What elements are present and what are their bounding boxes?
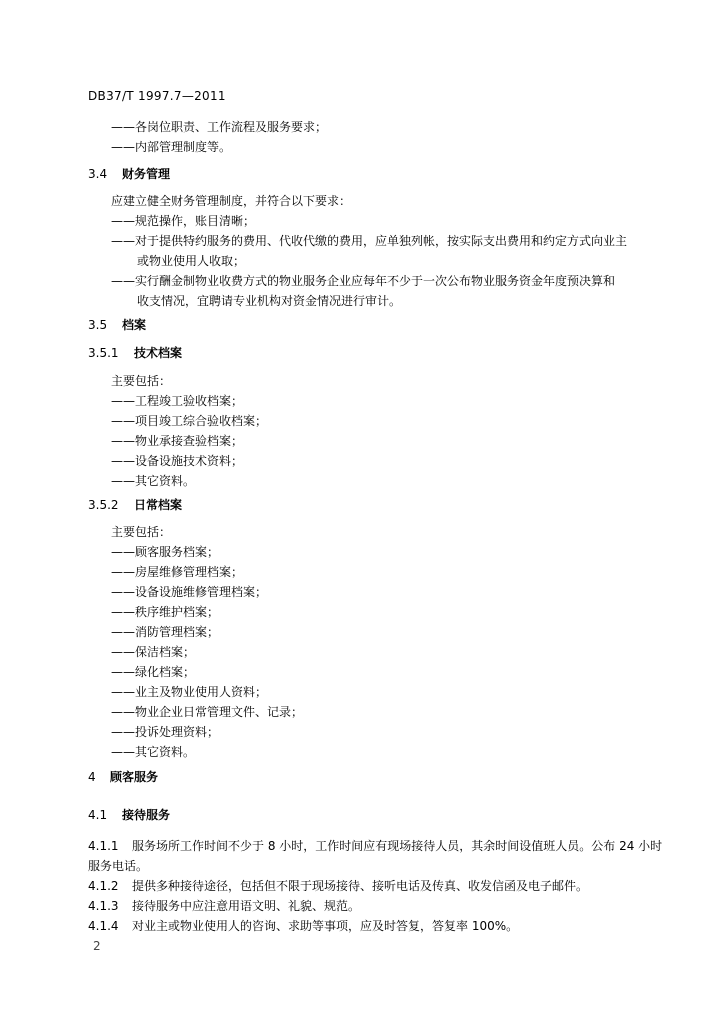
list-item-continuation: 收支情况，宜聘请专业机构对资金情况进行审计。 [137, 294, 402, 308]
section-3-4-body [0, 191, 724, 311]
section-3-5-1-body [0, 371, 724, 491]
list-item: ——保洁档案； [111, 645, 196, 659]
section-4 [0, 767, 724, 787]
list-item: ——实行酬金制物业收费方式的物业服务企业应每年不少于一次公布物业服务资金年度预决算和 [111, 274, 616, 288]
list-item-continuation: 或物业使用人收取； [137, 254, 246, 268]
clause-4-1-3: 4.1.3 接待服务中应注意用语文明、礼貌、规范。 [88, 899, 361, 913]
section-heading: 3.5.1 技术档案 [88, 346, 183, 360]
list-item: ——规范操作，账目清晰； [111, 214, 256, 228]
list-item: ——业主及物业使用人资料； [111, 685, 268, 699]
section-3-5-2 [0, 495, 724, 515]
continued-list [0, 117, 724, 157]
list-item: ——工程竣工验收档案； [111, 394, 244, 408]
list-item: ——房屋维修管理档案； [111, 565, 244, 579]
section-heading: 4 顾客服务 [88, 770, 159, 784]
section-4-1-body [0, 836, 724, 936]
section-4-1 [0, 805, 724, 825]
section-heading: 3.4 财务管理 [88, 167, 171, 181]
section-3-4 [0, 164, 724, 184]
list-item: ——投诉处理资料； [111, 725, 220, 739]
clause-4-1-4: 4.1.4 对业主或物业使用人的咨询、求助等事项，应及时答复，答复率 100%。 [88, 919, 519, 933]
list-item: ——设备设施技术资料； [111, 454, 244, 468]
list-item: ——物业承接查验档案； [111, 434, 244, 448]
list-item: ——消防管理档案； [111, 625, 220, 639]
section-heading: 3.5.2 日常档案 [88, 498, 183, 512]
list-item: ——设备设施维修管理档案； [111, 585, 268, 599]
list-item: ——绿化档案； [111, 665, 196, 679]
standard-code-header: DB37/T 1997.7—2011 [88, 89, 226, 103]
list-item: ——内部管理制度等。 [111, 140, 232, 154]
clause-4-1-1: 4.1.1 服务场所工作时间不少于 8 小时，工作时间应有现场接待人员，其余时间设值班人员。公布 24 小时服务电话。 [88, 839, 663, 873]
section-3-5-2-body [0, 522, 724, 762]
list-item: ——顾客服务档案； [111, 545, 220, 559]
clause-4-1-2: 4.1.2 提供多种接待途径，包括但不限于现场接待、接听电话及传真、收发信函及电子邮件。 [88, 879, 589, 893]
section-3-5-1 [0, 343, 724, 363]
list-item: ——物业企业日常管理文件、记录； [111, 705, 304, 719]
list-item: ——其它资料。 [111, 745, 196, 759]
paragraph: 应建立健全财务管理制度，并符合以下要求： [111, 194, 352, 208]
list-item: ——秩序维护档案； [111, 605, 220, 619]
section-heading: 4.1 接待服务 [88, 808, 171, 822]
section-3-5 [0, 315, 724, 335]
list-item: ——其它资料。 [111, 474, 196, 488]
section-heading: 3.5 档案 [88, 318, 147, 332]
paragraph: 主要包括： [111, 525, 172, 539]
list-item: ——各岗位职责、工作流程及服务要求； [111, 120, 328, 134]
list-item: ——对于提供特约服务的费用、代收代缴的费用，应单独列帐，按实际支出费用和约定方式向业主 [111, 234, 628, 248]
page-number: 2 [93, 939, 101, 953]
paragraph: 主要包括： [111, 374, 172, 388]
list-item: ——项目竣工综合验收档案； [111, 414, 268, 428]
